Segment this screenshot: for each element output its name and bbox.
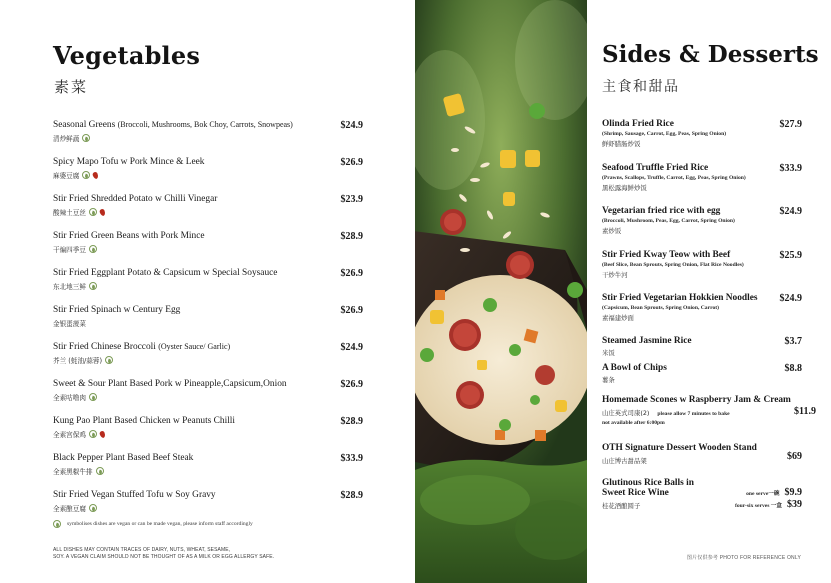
item-chinese-name: 桂花酒酿圆子 [602,502,641,510]
vegan-leaf-icon [89,504,97,512]
item-name: Steamed Jasmine Rice [602,336,692,346]
fried-rice-illustration [415,0,587,583]
allergy-notice [53,547,353,561]
menu-item-scones [602,395,816,426]
item-chinese-name: 芥兰 (蚝油/蒜蓉) [53,355,363,365]
menu-item [53,453,363,481]
item-name: Stir Fried Kway Teow with Beef [602,250,731,260]
item-name: Kung Pao Plant Based Chicken w Peanuts Chilli [53,416,236,426]
item-chinese-name: 酸辣土豆丝 [53,207,363,217]
allergy-line: ALL DISHES MAY CONTAIN TRACES OF DAIRY, NUTS, WHEAT, SESAME, [53,547,231,553]
menu-item [602,206,802,235]
serve-price: $39 [787,499,802,510]
item-name-line: Sweet Rice Wine [602,488,669,498]
item-price: $33.9 [340,453,363,464]
menu-item [53,157,363,185]
item-chinese-name: 干炒牛河 [602,271,628,279]
item-price: $24.9 [340,120,363,131]
allergy-line: SOY. A VEGAN CLAIM SHOULD NOT BE THOUGHT OF AS A MILK OR EGG ALLERGY SAFE. [53,554,275,560]
item-name: Stir Fried Chinese Broccoli (Oyster Sauce/ Garlic) [53,342,231,352]
item-chinese-name: 金银蛋菠菜 [53,320,86,328]
vegan-leaf-icon [89,208,97,216]
item-price: $28.9 [340,416,363,427]
item-chinese-name: 素炒饭 [602,227,622,235]
photo-reference-note: 图片仅供参考 PHOTO FOR REFERENCE ONLY [686,555,801,561]
serve-price: $9.9 [784,487,802,498]
item-name: Seasonal Greens (Broccoli, Mushrooms, Bok Choy, Carrots, Snowpeas) [53,120,293,130]
availability-note: not available after 6:00pm [602,420,665,426]
menu-item [53,490,363,518]
menu-item [602,163,802,192]
vegan-leaf-icon [89,430,97,438]
item-price: $24.9 [779,293,802,304]
item-chinese-name: 素福建炒面 [602,314,634,322]
vegan-leaf-icon [89,393,97,401]
menu-item [602,336,802,357]
item-chinese-name: 全素黑椒牛排 [53,466,363,476]
vegan-legend [53,520,253,528]
chili-icon [99,430,106,438]
serve-option-one [746,487,802,498]
item-price: $26.9 [340,268,363,279]
item-chinese-name: 鲜虾腊肠炒饭 [602,140,641,148]
item-price: $8.8 [784,363,802,374]
item-chinese-name: 米饭 [602,349,615,357]
serve-label: one serve一碗 [746,491,780,497]
item-name: Stir Fried Shredded Potato w Chilli Vinegar [53,194,218,204]
item-price: $25.9 [779,250,802,261]
item-chinese-name: 清炒鲜蔬 [53,133,363,143]
sides-title: Sides & Desserts [602,41,819,68]
item-price: $23.9 [340,194,363,205]
item-name: Stir Fried Vegan Stuffed Tofu w Soy Gravy [53,490,216,500]
item-chinese-name: 麻婆豆腐 [53,170,363,180]
vegetables-title: Vegetables [53,41,201,70]
item-name: Homemade Scones w Raspberry Jam & Cream [602,395,791,405]
item-price: $26.9 [340,157,363,168]
menu-item-rice-balls [602,478,802,510]
sides-desserts-panel [587,0,831,583]
menu-item [53,268,363,296]
item-price: $33.9 [779,163,802,174]
item-chinese-name: 薯条 [602,376,615,384]
menu-item [53,120,363,148]
item-name: Sweet & Sour Plant Based Pork w Pineapple,Capsicum,Onion [53,379,287,389]
vegetables-panel [0,0,415,583]
item-name: Vegetarian fried rice with egg [602,206,721,216]
menu-item [53,194,363,222]
item-description: (Broccoli, Mushroom, Peas, Egg, Carrot, Spring Onion) [602,218,735,224]
menu-item [53,342,363,370]
menu-item [602,363,802,384]
item-chinese-name: 全素酿豆腐 [53,503,363,513]
baking-note: please allow 7 minutes to bake [657,411,730,417]
item-note: (Oyster Sauce/ Garlic) [158,342,231,351]
item-description: (Shrimp, Sausage, Carrot, Egg, Peas, Spring Onion) [602,131,727,137]
item-chinese-name: 全素宫保鸡 [53,429,363,439]
serve-label: four-six serves 一盒 [734,503,782,509]
item-price: $28.9 [340,490,363,501]
menu-item-dessert-stand [602,443,802,465]
item-chinese-name: 黑松露海鲜炒饭 [602,184,647,192]
vegan-leaf-icon [89,245,97,253]
menu-item [53,305,363,333]
item-price: $26.9 [340,379,363,390]
item-price: $11.9 [794,406,816,417]
menu-item [53,231,363,259]
menu-item [602,293,802,322]
item-description: (Prawns, Scallops, Truffle, Carrot, Egg, Peas, Spring Onion) [602,175,746,181]
vegetables-subtitle: 素菜 [54,78,89,96]
item-name: Stir Fried Green Beans with Pork Mince [53,231,205,241]
item-price: $3.7 [784,336,802,347]
item-name: Stir Fried Vegetarian Hokkien Noodles [602,293,758,303]
sides-subtitle: 主食和甜品 [602,79,680,95]
chili-icon [92,171,99,179]
vegan-leaf-icon [96,467,104,475]
menu-item [53,416,363,444]
item-chinese-name: 全素咕噜肉 [53,392,363,402]
vegan-leaf-icon [89,282,97,290]
item-price: $28.9 [340,231,363,242]
item-chinese-name: 山庄英式司康(2) [602,409,650,417]
vegan-leaf-icon [82,171,90,179]
menu-item [602,119,802,148]
item-description: (Beef Slice, Bean Sprouts, Spring Onion, Flat Rice Noodles) [602,262,744,268]
vegan-leaf-icon [53,520,61,528]
item-price: $24.9 [779,206,802,217]
serve-option-group [735,499,802,510]
legend-text: symbolises dishes are vegan or can be made vegan, please inform staff accordingly [67,521,253,527]
item-note: (Broccoli, Mushrooms, Bok Choy, Carrots, Snowpeas) [117,120,293,129]
chili-icon [99,208,106,216]
item-name: Spicy Mapo Tofu w Pork Mince & Leek [53,157,205,167]
item-price: $69 [787,451,802,462]
item-price: $26.9 [340,305,363,316]
menu-item [53,379,363,407]
item-name: A Bowl of Chips [602,363,667,373]
item-name-line: Glutinous Rice Balls in [602,478,694,488]
item-chinese-name: 东北地三鲜 [53,281,363,291]
item-chinese-name: 山庄博古甜品架 [602,457,647,465]
item-price: $24.9 [340,342,363,353]
item-name: Stir Fried Spinach w Century Egg [53,305,181,315]
scones-detail-row [602,408,816,417]
item-chinese-name: 干煸四季豆 [53,244,363,254]
item-name: Stir Fried Eggplant Potato & Capsicum w Special Soysauce [53,268,278,278]
item-price: $27.9 [779,119,802,130]
item-name: Black Pepper Plant Based Beef Steak [53,453,194,463]
menu-item [602,250,802,279]
fried-rice-photo [415,0,587,583]
item-name: Olinda Fried Rice [602,119,674,129]
item-name: Seafood Truffle Fried Rice [602,163,709,173]
vegan-leaf-icon [82,134,90,142]
item-name: OTH Signature Dessert Wooden Stand [602,443,757,453]
item-description: (Capsicum, Bean Sprouts, Spring Onion, Carrot) [602,305,719,311]
vegan-leaf-icon [105,356,113,364]
